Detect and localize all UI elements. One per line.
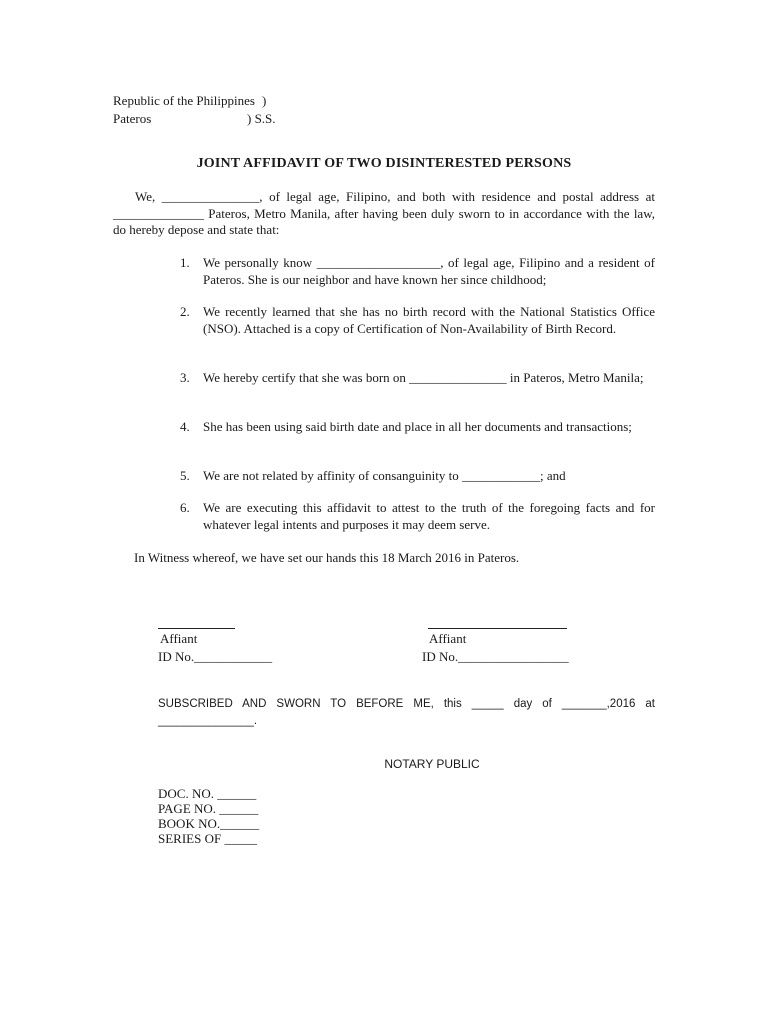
item-text: We are executing this affidavit to attest to the truth of the foregoing facts and for whatever legal intents and purposes it may deem serve.	[203, 500, 655, 532]
list-item	[180, 304, 655, 337]
intro-paragraph: We, _______________, of legal age, Filipino, and both with residence and postal address at ______________ Pateros, Metro Manila, after having been duly sworn to in accordance with the law, do hereby depose and state that:	[113, 189, 655, 237]
affiant-left-id: ID No.____________	[158, 649, 273, 664]
list-item	[180, 500, 655, 533]
republic-paren: )	[262, 93, 267, 108]
item-text: We are not related by affinity of consanguinity to ____________; and	[203, 468, 566, 483]
signature-line	[428, 614, 567, 629]
item-number: 5.	[180, 468, 190, 483]
signature-line	[158, 614, 235, 629]
ss-label: ) S.S.	[247, 111, 276, 126]
doc-no: DOC. NO. ______	[158, 786, 257, 801]
affiant-right-label: Affiant	[429, 631, 467, 646]
book-no: BOOK NO.______	[158, 816, 260, 831]
item-number: 2.	[180, 304, 190, 319]
item-text: We hereby certify that she was born on _______________ in Pateros, Metro Manila;	[203, 370, 644, 385]
affiant-left-label: Affiant	[160, 631, 198, 646]
affiant-right-id: ID No._________________	[422, 649, 569, 664]
item-text: We recently learned that she has no birth record with the National Statistics Office (NSO). Attached is a copy of Certification of Non-Availability of Birth Record.	[203, 304, 655, 336]
item-text: She has been using said birth date and place in all her documents and transactions;	[203, 419, 632, 434]
republic-label: Republic of the Philippines	[113, 93, 255, 108]
item-number: 1.	[180, 255, 190, 270]
item-text: We personally know ___________________, of legal age, Filipino and a resident of Pateros. She is our neighbor and have known her since childhood;	[203, 255, 655, 287]
affiant-left-signature-line	[158, 614, 235, 629]
document-title: JOINT AFFIDAVIT OF TWO DISINTERESTED PERSONS	[196, 156, 572, 171]
page-no: PAGE NO. ______	[158, 801, 259, 816]
subscribed-clause: SUBSCRIBED AND SWORN TO BEFORE ME, this _____ day of _______,2016 at _______________.	[158, 698, 655, 727]
list-item	[180, 419, 655, 436]
list-item	[180, 468, 655, 485]
docket-block	[158, 786, 259, 846]
item-number: 3.	[180, 370, 190, 385]
item-number: 6.	[180, 500, 190, 515]
witness-clause: In Witness whereof, we have set our hands this 18 March 2016 in Pateros.	[134, 550, 520, 565]
series-of: SERIES OF _____	[158, 831, 257, 846]
affiant-right-signature-line	[428, 614, 567, 629]
notary-public-label: NOTARY PUBLIC	[384, 757, 480, 771]
item-number: 4.	[180, 419, 190, 434]
pateros-label: Pateros	[113, 111, 152, 126]
list-item	[180, 255, 655, 288]
list-item	[180, 370, 655, 387]
